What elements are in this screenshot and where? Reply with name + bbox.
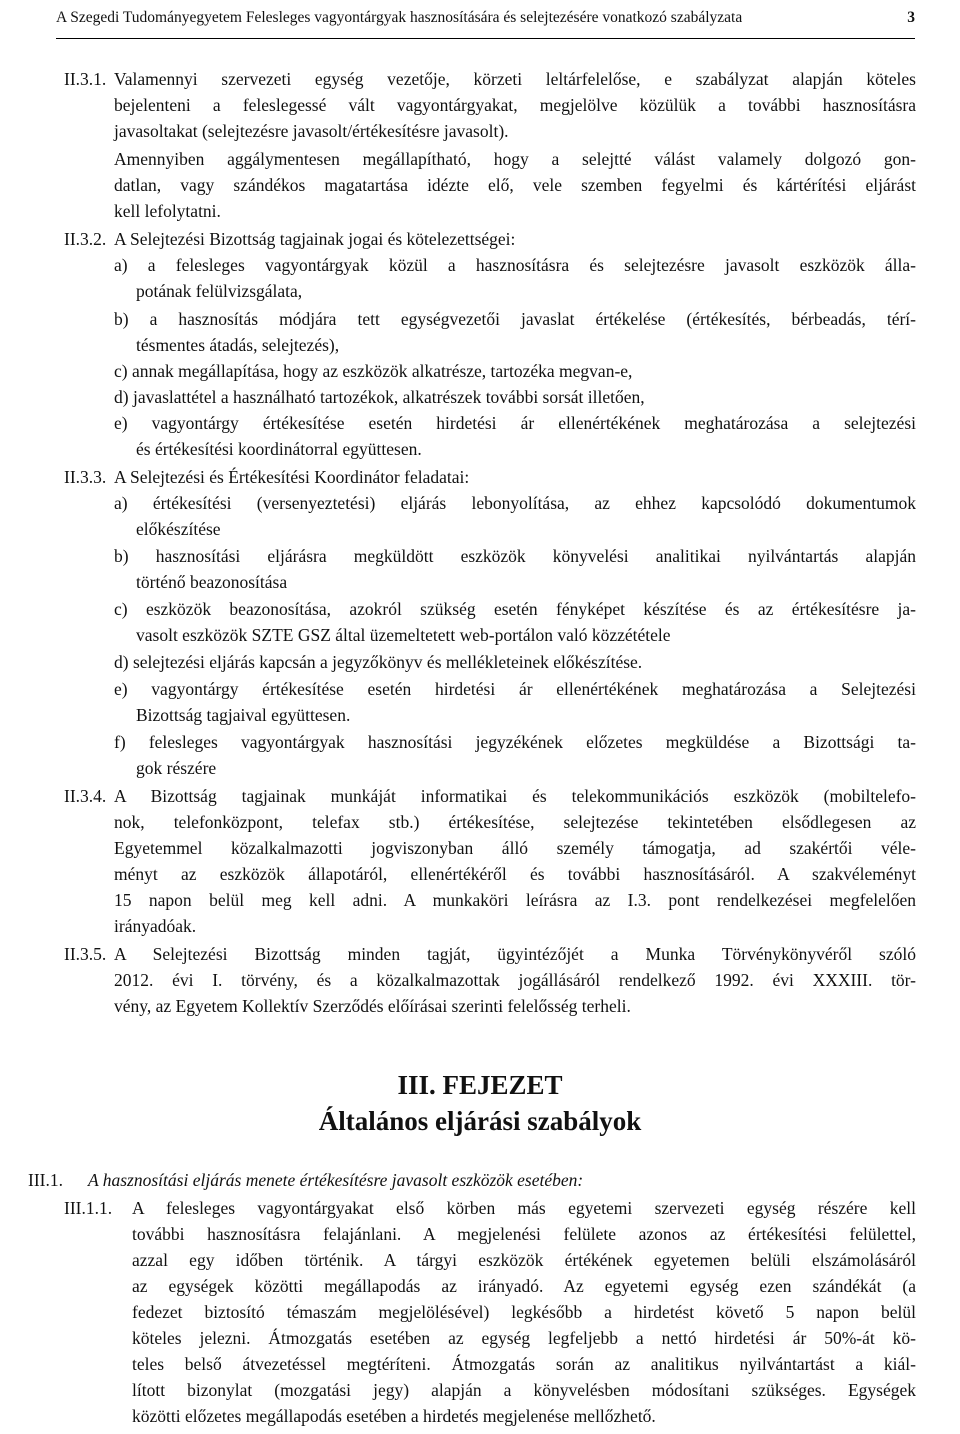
paragraph-line: további hasznosításra felajánlani. A megjelenési felülete azonos az értékesítési felülettel, [132, 1224, 916, 1244]
paragraph-line: teles belső átvezetéssel megtéríteni. Átmozgatás során az analitikus nyilvántartást a kiál- [132, 1354, 916, 1374]
paragraph-line: A Bizottság tagjainak munkáját informatikai és telekommunikációs eszközök (mobiltelefo- [114, 786, 916, 806]
paragraph-line: Egyetemmel közalkalmazotti jogviszonyban álló személy támogatja, ad szakértői véle- [114, 838, 916, 858]
paragraph-line: nok, telefonközpont, telefax stb.) értékesítése, selejtezése tekintetében elsődlegesen az [114, 812, 916, 832]
list-item-cont: történő beazonosítása [136, 572, 288, 592]
paragraph-line: A Selejtezési és Értékesítési Koordinátor feladatai: [114, 467, 470, 487]
section-number: II.3.5. [64, 944, 107, 964]
list-item: c) annak megállapítása, hogy az eszközök alkatrésze, tartozéka megvan-e, [114, 361, 633, 381]
list-item: d) javaslattétel a használható tartozékok, alkatrészek további sorsát illetően, [114, 387, 645, 407]
paragraph-line: köteles jelezni. Átmozgatás esetében az egység legfeljebb a nettó hirdetési ár 50%-át kö- [132, 1328, 916, 1348]
chapter-number: III. FEJEZET [397, 1070, 563, 1100]
list-item: e) vagyontárgy értékesítése esetén hirdetési ár ellenértékének meghatározása a Selejtezési [114, 679, 916, 699]
paragraph-line: datlan, vagy szándékos magatartása idézte elő, vele szemben fegyelmi és kártérítési eljárást [114, 175, 916, 195]
list-item-cont: Bizottság tagjaival együttesen. [136, 705, 351, 725]
list-item-cont: és értékesítési koordinátorral együttesen. [136, 439, 422, 459]
list-item-cont: gok részére [136, 758, 217, 778]
paragraph-line: fedezet biztosító témaszám megjelölésével) legkésőbb a hirdetést követő 5 napon belül [132, 1302, 916, 1322]
list-item-cont: potának felülvizsgálata, [136, 281, 303, 301]
section-number: III.1. [28, 1170, 63, 1190]
paragraph-line: Amennyiben aggálymentesen megállapítható, hogy a selejtté válást valamely dolgozó gon- [114, 149, 916, 169]
list-item-cont: vasolt eszközök SZTE GSZ által üzemeltetett web-portálon való közzététele [136, 625, 671, 645]
chapter-title: Általános eljárási szabályok [318, 1106, 642, 1136]
paragraph-line: ményt az eszközök állapotáról, ellenértékéről és további hasznosításáról. A szakvéleményt [114, 864, 916, 884]
section-number: II.3.1. [64, 69, 107, 89]
paragraph-line: 2012. évi I. törvény, és a közalkalmazottak jogállásáról rendelkező 1992. évi XXXIII. tör- [114, 970, 916, 990]
paragraph-line: A felesleges vagyontárgyakat első körben más egyetemi szervezeti egység részére kell [132, 1198, 916, 1218]
paragraph-line: A Selejtezési Bizottság tagjainak jogai és kötelezettségei: [114, 229, 516, 249]
paragraph-line: az egységek közötti megállapodás az irányadó. Az egyetemi egység ezen szándékát (a [132, 1276, 916, 1296]
section-title: A hasznosítási eljárás menete értékesítésre javasolt eszközök esetében: [88, 1170, 584, 1190]
list-item-cont: tésmentes átadás, selejtezés), [136, 335, 340, 355]
paragraph-line: A Selejtezési Bizottság minden tagját, ügyintézőjét a Munka Törvénykönyvéről szóló [114, 944, 916, 964]
paragraph-line: közötti előzetes megállapodás esetében a hirdetés megjelenése mellőzhető. [132, 1406, 656, 1426]
list-item: e) vagyontárgy értékesítése esetén hirdetési ár ellenértékének meghatározása a selejtezési [114, 413, 916, 433]
section-number: II.3.3. [64, 467, 107, 487]
list-item: a) a felesleges vagyontárgyak közül a hasznosításra és selejtezésre javasolt eszközök álla- [114, 255, 916, 275]
paragraph-line: 15 napon belül meg kell adni. A munkaköri leírásra az I.3. pont rendelkezései megfelelően [114, 890, 916, 910]
paragraph-line: kell lefolytatni. [114, 201, 221, 221]
paragraph-line: azzal egy időben történik. A tárgyi eszközök értékének egyetemen belüli elszámolásáról [132, 1250, 916, 1270]
paragraph-line: bejelenteni a feleslegessé vált vagyontárgyakat, megjelölve közülük a további hasznosításra [114, 95, 916, 115]
page-number: 3 [907, 9, 915, 26]
paragraph-line: lított bizonylat (mozgatási jegy) alapján a könyvelésben módosítani szükséges. Egységek [132, 1380, 916, 1400]
header-title: A Szegedi Tudományegyetem Felesleges vagyontárgyak hasznosítására és selejtezésére vonatkozó szabályzata [56, 9, 743, 26]
list-item: c) eszközök beazonosítása, azokról szükség esetén fényképet készítése és az értékesítésre ja- [114, 599, 916, 619]
paragraph-line: vény, az Egyetem Kollektív Szerződés előírásai szerinti felelősség terheli. [114, 996, 631, 1016]
list-item: b) a hasznosítás módjára tett egységvezetői javaslat értékelése (értékesítés, bérbeadás, térí- [114, 309, 916, 329]
section-number: II.3.4. [64, 786, 107, 806]
list-item: a) értékesítési (versenyeztetési) eljárás lebonyolítása, az ehhez kapcsolódó dokumentumok [114, 493, 916, 513]
paragraph-line: irányadóak. [114, 916, 197, 936]
section-number: II.3.2. [64, 229, 107, 249]
section-number: III.1.1. [64, 1198, 113, 1218]
paragraph-line: Valamennyi szervezeti egység vezetője, körzeti leltárfelelőse, e szabályzat alapján köteles [114, 69, 916, 89]
list-item: f) felesleges vagyontárgyak hasznosítási jegyzékének előzetes megküldése a Bizottsági ta- [114, 732, 916, 752]
list-item: d) selejtezési eljárás kapcsán a jegyzőkönyv és mellékleteinek előkészítése. [114, 652, 643, 672]
list-item-cont: előkészítése [136, 519, 221, 539]
paragraph-line: javasoltakat (selejtezésre javasolt/értékesítésre javasolt). [114, 121, 509, 141]
list-item: b) hasznosítási eljárásra megküldött eszközök könyvelési analitikai nyilvántartás alapján [114, 546, 916, 566]
